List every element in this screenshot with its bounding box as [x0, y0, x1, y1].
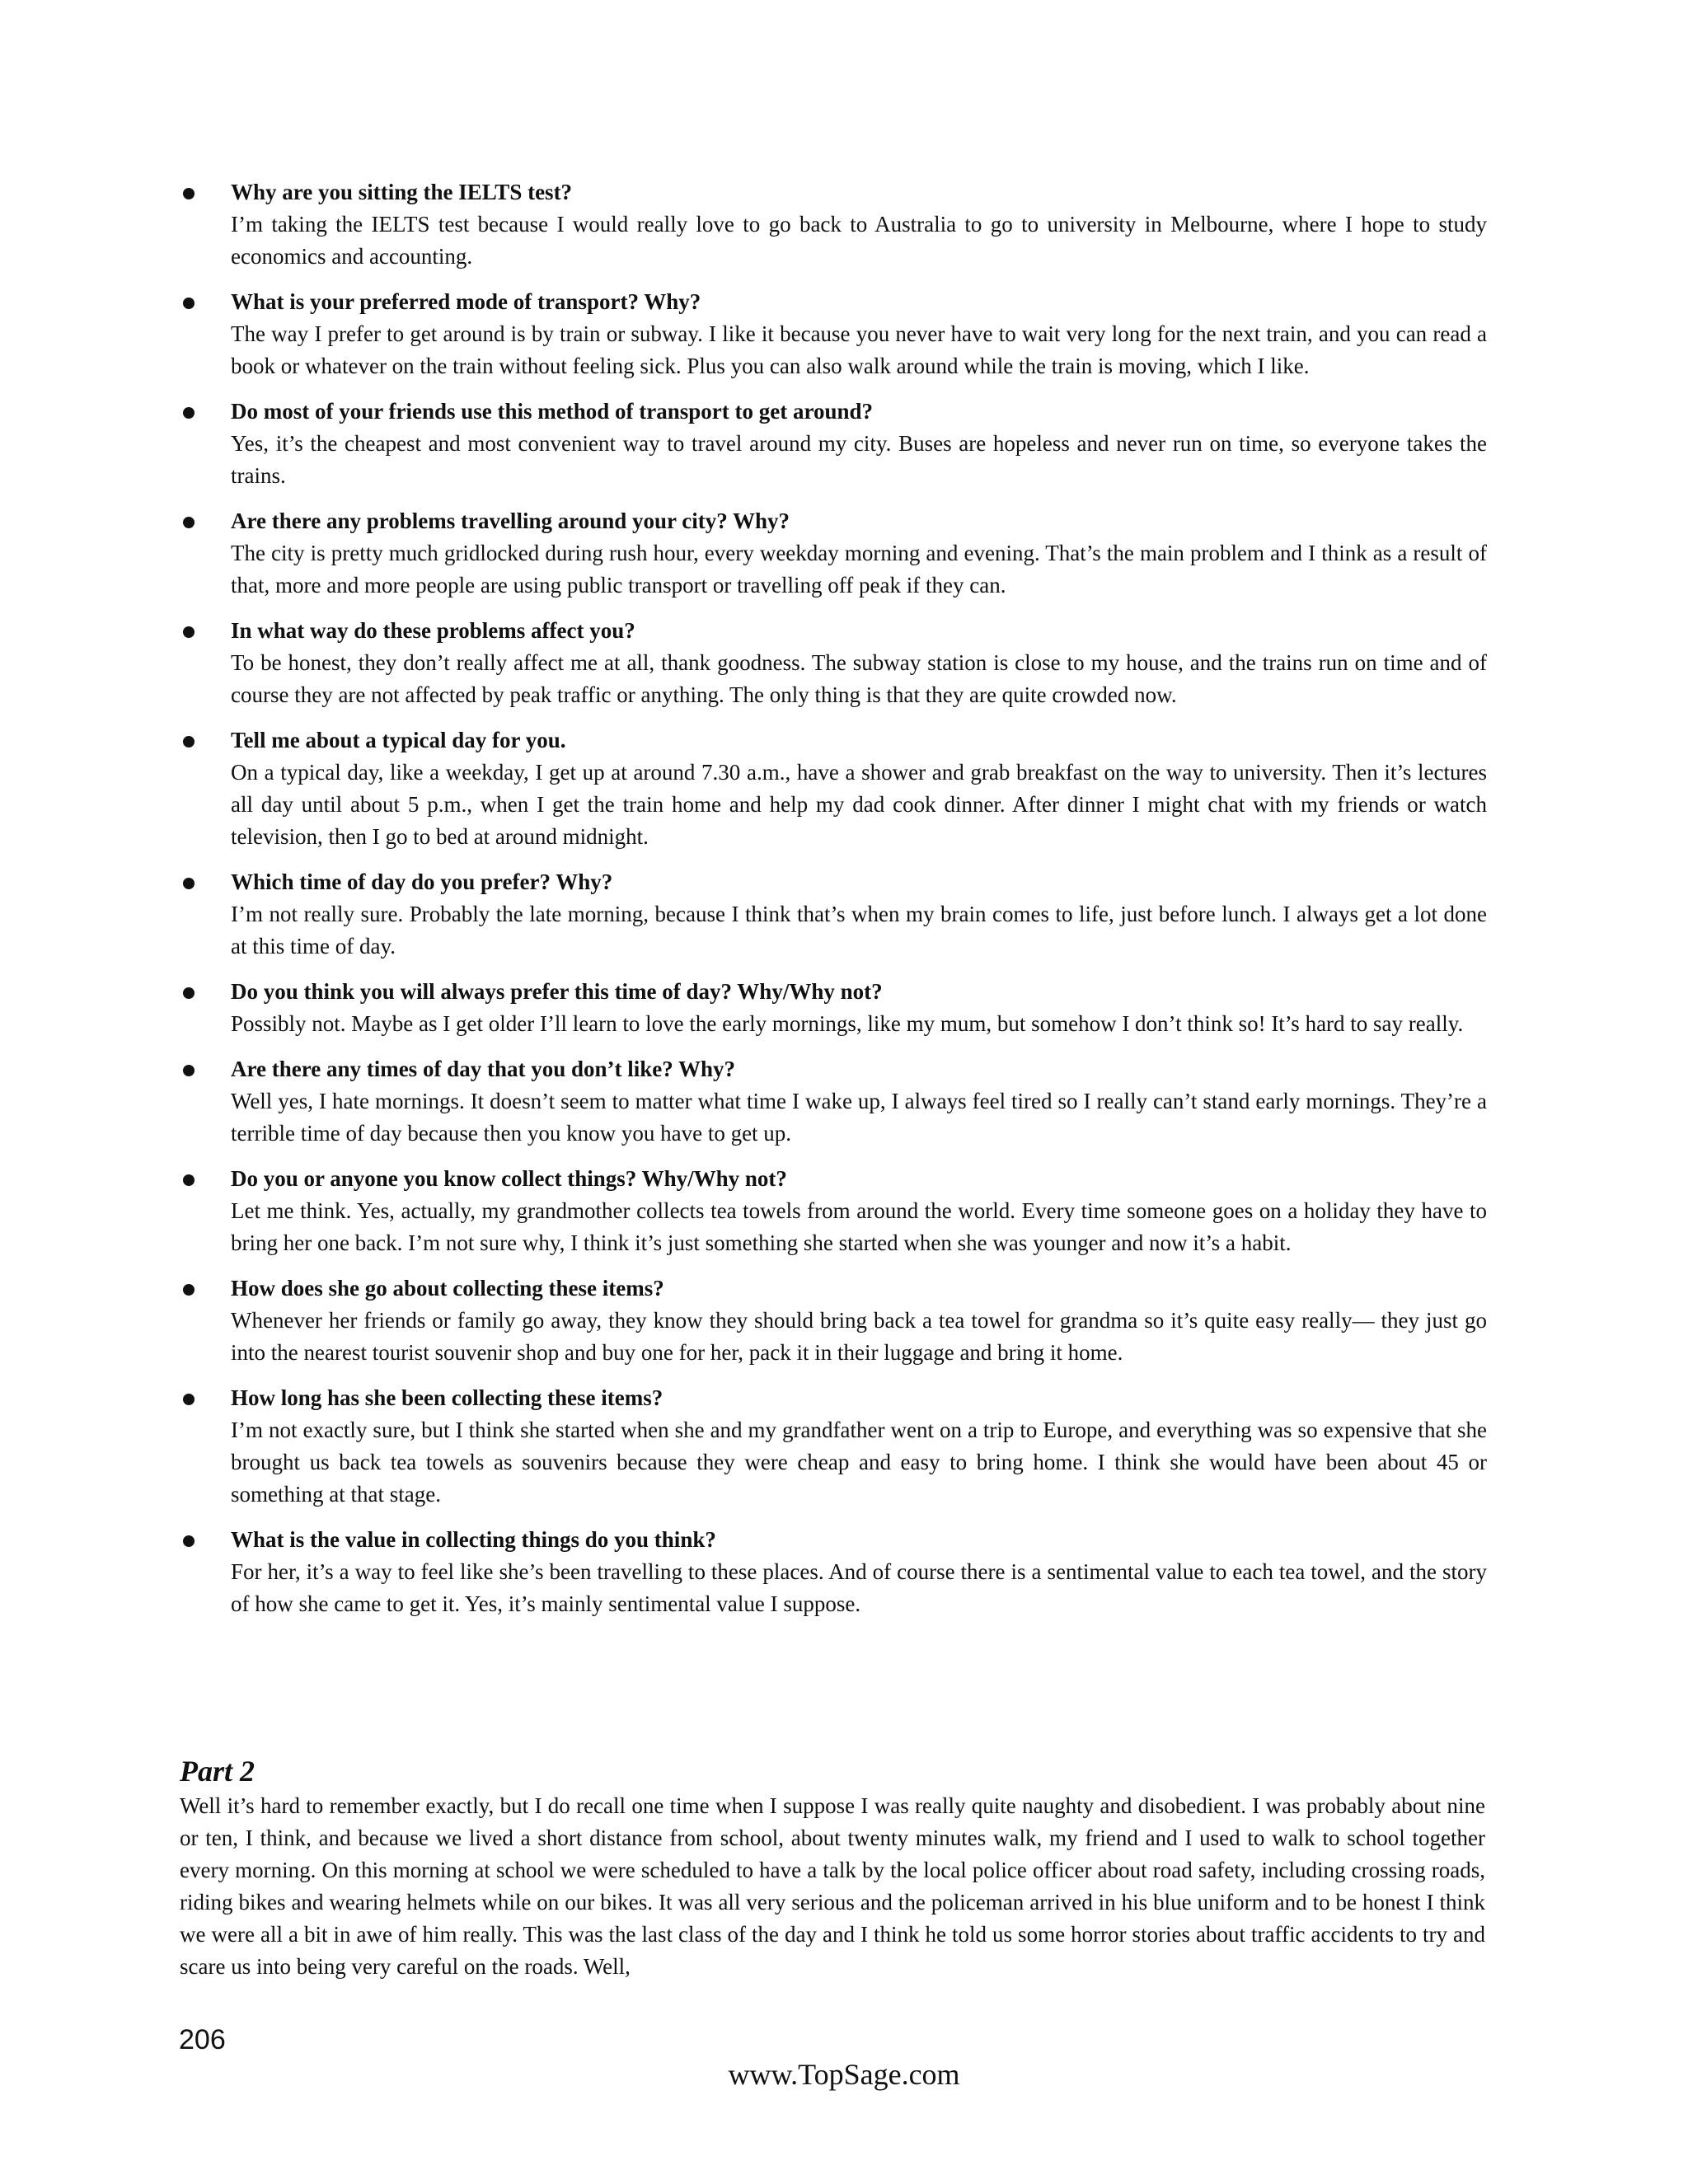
bullet-icon	[183, 1535, 195, 1547]
qa-item	[171, 1163, 1487, 1259]
question: What is your preferred mode of transport? Why?	[231, 289, 701, 314]
question: How does she go about collecting these items?	[231, 1276, 664, 1301]
question: Which time of day do you prefer? Why?	[231, 869, 613, 894]
question: Why are you sitting the IELTS test?	[231, 180, 573, 204]
part-text: Well it’s hard to remember exactly, but I do recall one time when I suppose I was really quite naughty and disobedient. I was probably about nine or ten, I think, and because we lived a short distance from school, about twenty minutes walk, my friend and I used to walk to school together every morning. On this morning at school we were scheduled to have a talk by the local police officer about road safety, including crossing roads, riding bikes and wearing helmets while on our bikes. It was all very serious and the policeman arrived in his blue uniform and to be honest I think we were all a bit in awe of him really. This was the last class of the day and I think he told us some horror stories about traffic accidents to try and scare us into being very careful on the roads. Well,	[180, 1793, 1485, 1979]
question: In what way do these problems affect you?	[231, 618, 635, 643]
bullet-icon	[183, 517, 195, 528]
qa-list	[171, 176, 1487, 1633]
answer: Possibly not. Maybe as I get older I’ll learn to love the early mornings, like my mum, but somehow I don’t think so! It’s hard to say really.	[231, 1011, 1464, 1036]
bullet-icon	[183, 1284, 195, 1296]
part-heading: Part 2	[180, 1755, 256, 1788]
question: How long has she been collecting these items?	[231, 1385, 663, 1410]
bullet-icon	[183, 626, 195, 638]
answer: Well yes, I hate mornings. It doesn’t seem to matter what time I wake up, I always feel tired so I really can’t stand early mornings. They’re a terrible time of day because then you know you have to get up.	[231, 1089, 1487, 1146]
bullet-icon	[183, 987, 195, 999]
page-number: 206	[179, 2024, 226, 2055]
footer-url: www.TopSage.com	[728, 2058, 960, 2091]
question: Tell me about a typical day for you.	[231, 728, 566, 752]
answer: Whenever her friends or family go away, they know they should bring back a tea towel for grandma so it’s quite easy really— they just go into the nearest tourist souvenir shop and buy one for her, pack it in their luggage and bring it home.	[231, 1308, 1487, 1365]
bullet-icon	[183, 736, 195, 748]
qa-item	[171, 976, 1487, 1040]
question: Do you think you will always prefer this time of day? Why/Why not?	[231, 979, 883, 1004]
question: Are there any times of day that you don’t like? Why?	[231, 1057, 736, 1081]
qa-item	[171, 505, 1487, 602]
answer: Yes, it’s the cheapest and most convenient way to travel around my city. Buses are hopeless and never run on time, so everyone takes the trains.	[231, 431, 1487, 488]
answer: I’m not exactly sure, but I think she started when she and my grandfather went on a trip to Europe, and everything was so expensive that she brought us back tea towels as souvenirs because they were cheap and easy to bring home. I think she would have been about 45 or something at that stage.	[231, 1418, 1487, 1507]
qa-item	[171, 866, 1487, 963]
answer: I’m not really sure. Probably the late morning, because I think that’s when my brain comes to life, just before lunch. I always get a lot done at this time of day.	[231, 902, 1487, 958]
qa-item	[171, 396, 1487, 492]
qa-item	[171, 1053, 1487, 1150]
question: Are there any problems travelling around your city? Why?	[231, 509, 790, 533]
bullet-icon	[183, 1174, 195, 1186]
answer: The way I prefer to get around is by train or subway. I like it because you never have to wait very long for the next train, and you can read a book or whatever on the train without feeling sick. Plus you can also walk around while the train is moving, which I like.	[231, 321, 1487, 378]
qa-item	[171, 286, 1487, 382]
question: Do you or anyone you know collect things? Why/Why not?	[231, 1166, 787, 1191]
bullet-icon	[183, 878, 195, 889]
answer: To be honest, they don’t really affect me at all, thank goodness. The subway station is close to my house, and the trains run on time and of course they are not affected by peak traffic or anything. The only thing is that they are quite crowded now.	[231, 650, 1487, 707]
qa-item	[171, 176, 1487, 273]
bullet-icon	[183, 188, 195, 199]
answer: Let me think. Yes, actually, my grandmother collects tea towels from around the world. Every time someone goes on a holiday they have to bring her one back. I’m not sure why, I think it’s just something she started when she was younger and now it’s a habit.	[231, 1198, 1487, 1255]
question: What is the value in collecting things do you think?	[231, 1527, 716, 1552]
qa-item	[171, 1272, 1487, 1369]
bullet-icon	[183, 298, 195, 309]
answer: On a typical day, like a weekday, I get up at around 7.30 a.m., have a shower and grab breakfast on the way to university. Then it’s lectures all day until about 5 p.m., when I get the train home and help my dad cook dinner. After dinner I might chat with my friends or watch television, then I go to bed at around midnight.	[231, 760, 1487, 849]
qa-item	[171, 615, 1487, 711]
bullet-icon	[183, 1394, 195, 1405]
bullet-icon	[183, 407, 195, 419]
question: Do most of your friends use this method of transport to get around?	[231, 399, 874, 424]
bullet-icon	[183, 1065, 195, 1076]
qa-item	[171, 724, 1487, 853]
answer: I’m taking the IELTS test because I would really love to go back to Australia to go to university in Melbourne, where I hope to study economics and accounting.	[231, 212, 1487, 269]
answer: For her, it’s a way to feel like she’s been travelling to these places. And of course there is a sentimental value to each tea towel, and the story of how she came to get it. Yes, it’s mainly sentimental value I suppose.	[231, 1559, 1487, 1616]
qa-item	[171, 1524, 1487, 1620]
qa-item	[171, 1382, 1487, 1511]
answer: The city is pretty much gridlocked during rush hour, every weekday morning and evening. That’s the main problem and I think as a result of that, more and more people are using public transport or travelling off peak if they can.	[231, 541, 1487, 598]
